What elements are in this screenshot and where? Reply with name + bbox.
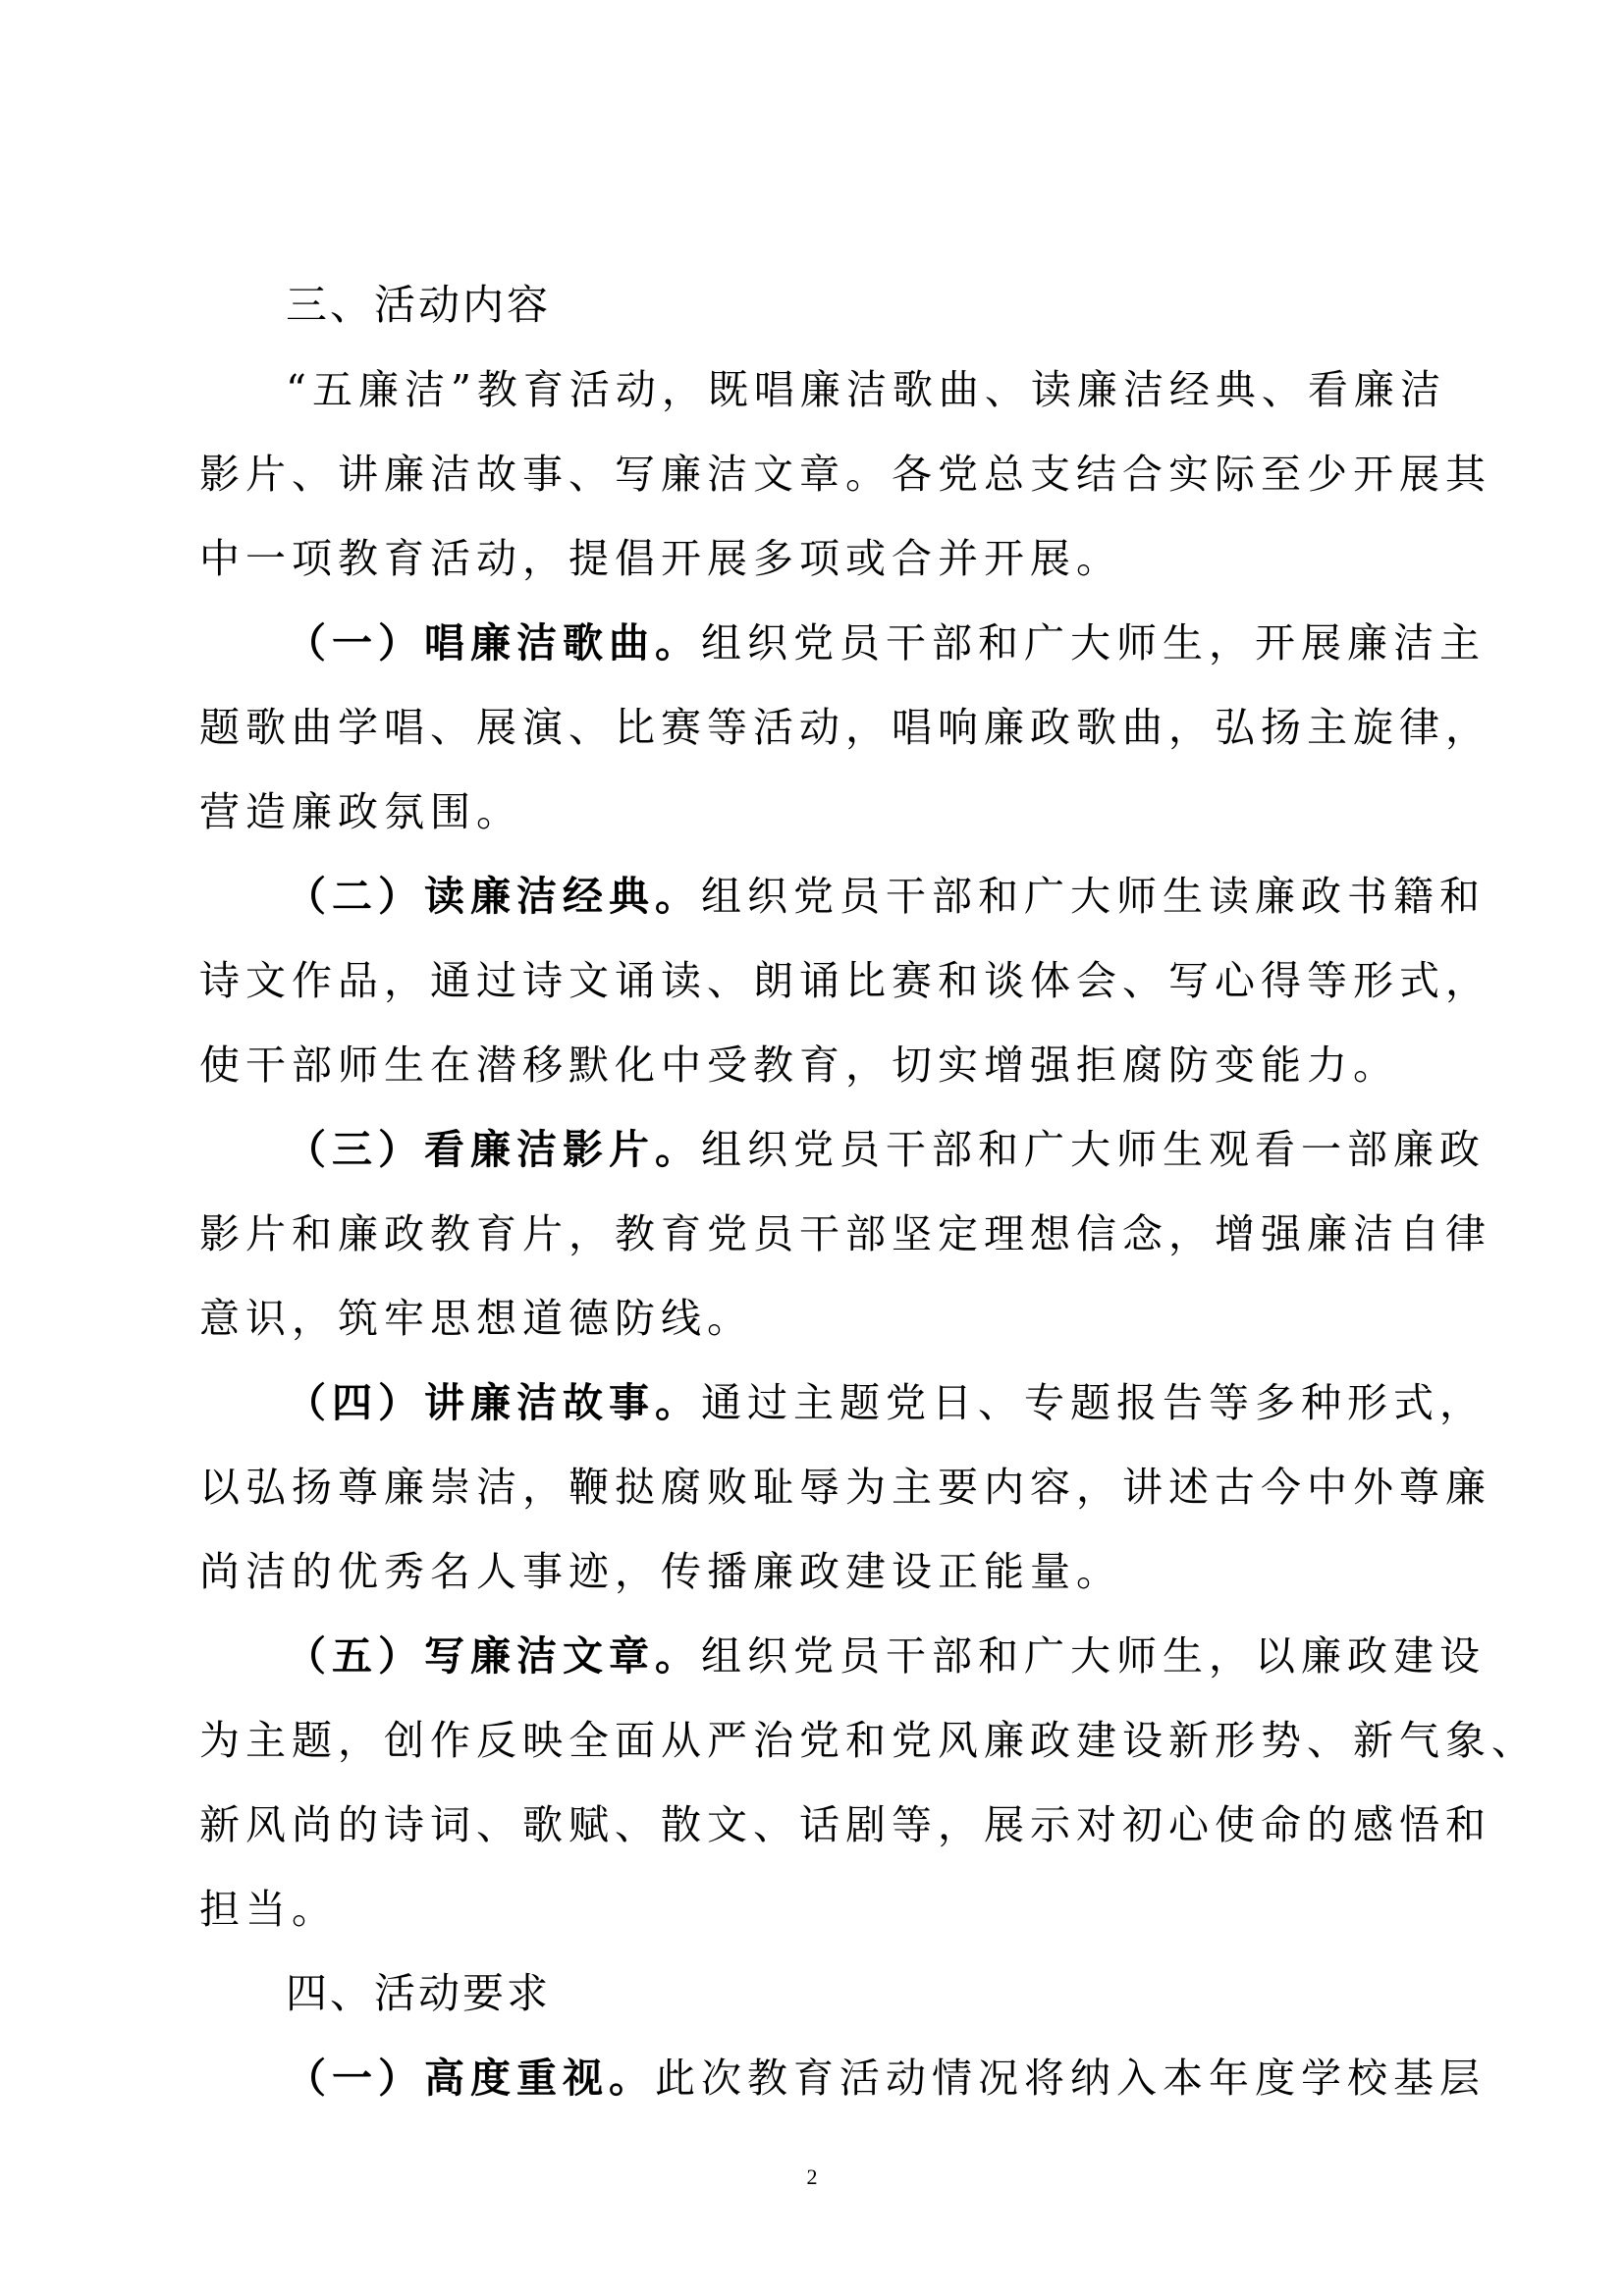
item-text: 组织党员干部和广大师生，以廉政建设	[701, 1632, 1486, 1680]
item-attach-importance-line	[199, 2036, 1486, 2120]
item-watch-films-line	[199, 1107, 1486, 1192]
item-text: 组织党员干部和广大师生，开展廉洁主	[701, 619, 1486, 667]
paragraph-line: 尚洁的优秀名人事迹，传播廉政建设正能量。	[199, 1548, 1122, 1595]
item-title: （二）读廉洁经典。	[286, 873, 701, 920]
item-title: （一）高度重视。	[286, 2055, 655, 2102]
item-text: 组织党员干部和广大师生观看一部廉政	[701, 1126, 1486, 1173]
document-body	[199, 263, 1538, 2120]
item-title: （一）唱廉洁歌曲。	[286, 619, 701, 667]
paragraph-line: 诗文作品，通过诗文诵读、朗诵比赛和谈体会、写心得等形式，	[199, 957, 1491, 1004]
paragraph-line: 使干部师生在潜移默化中受教育，切实增强拒腐防变能力。	[199, 1041, 1399, 1089]
item-text: 组织党员干部和广大师生读廉政书籍和	[701, 873, 1486, 920]
paragraph-line: 新风尚的诗词、歌赋、散文、话剧等，展示对初心使命的感悟和	[199, 1801, 1491, 1848]
item-title: （四）讲廉洁故事。	[286, 1379, 701, 1426]
item-text: 通过主题党日、专题报告等多种形式，	[701, 1379, 1486, 1426]
paragraph-line: 营造廉政氛围。	[199, 788, 522, 835]
paragraph-line: 影片、讲廉洁故事、写廉洁文章。各党总支结合实际至少开展其	[199, 451, 1491, 498]
item-text: 此次教育活动情况将纳入本年度学校基层	[655, 2055, 1486, 2102]
paragraph-line: 影片和廉政教育片，教育党员干部坚定理想信念，增强廉洁自律	[199, 1210, 1491, 1257]
paragraph-line: “五廉洁”教育活动，既唱廉洁歌曲、读廉洁经典、看廉洁	[286, 366, 1446, 413]
paragraph-line: 担当。	[199, 1886, 338, 1933]
page-number: 2	[806, 2164, 818, 2189]
paragraph-line: 题歌曲学唱、展演、比赛等活动，唱响廉政歌曲，弘扬主旋律，	[199, 704, 1491, 751]
section-heading-activity-content: 三、活动内容	[286, 281, 552, 329]
item-write-articles-line	[199, 1614, 1486, 1698]
item-title: （三）看廉洁影片。	[286, 1126, 701, 1173]
paragraph-line: 中一项教育活动，提倡开展多项或合并开展。	[199, 535, 1122, 582]
item-title: （五）写廉洁文章。	[286, 1632, 701, 1680]
paragraph-line: 为主题，创作反映全面从严治党和党风廉政建设新形势、新气象、	[199, 1717, 1538, 1764]
section-heading-activity-requirements: 四、活动要求	[286, 1969, 552, 2017]
item-sing-songs-line	[199, 601, 1486, 685]
paragraph-line: 以弘扬尊廉崇洁，鞭挞腐败耻辱为主要内容，讲述古今中外尊廉	[199, 1464, 1491, 1511]
paragraph-line: 意识，筑牢思想道德防线。	[199, 1295, 753, 1342]
item-tell-stories-line	[199, 1361, 1486, 1445]
item-read-classics-line	[199, 854, 1486, 938]
